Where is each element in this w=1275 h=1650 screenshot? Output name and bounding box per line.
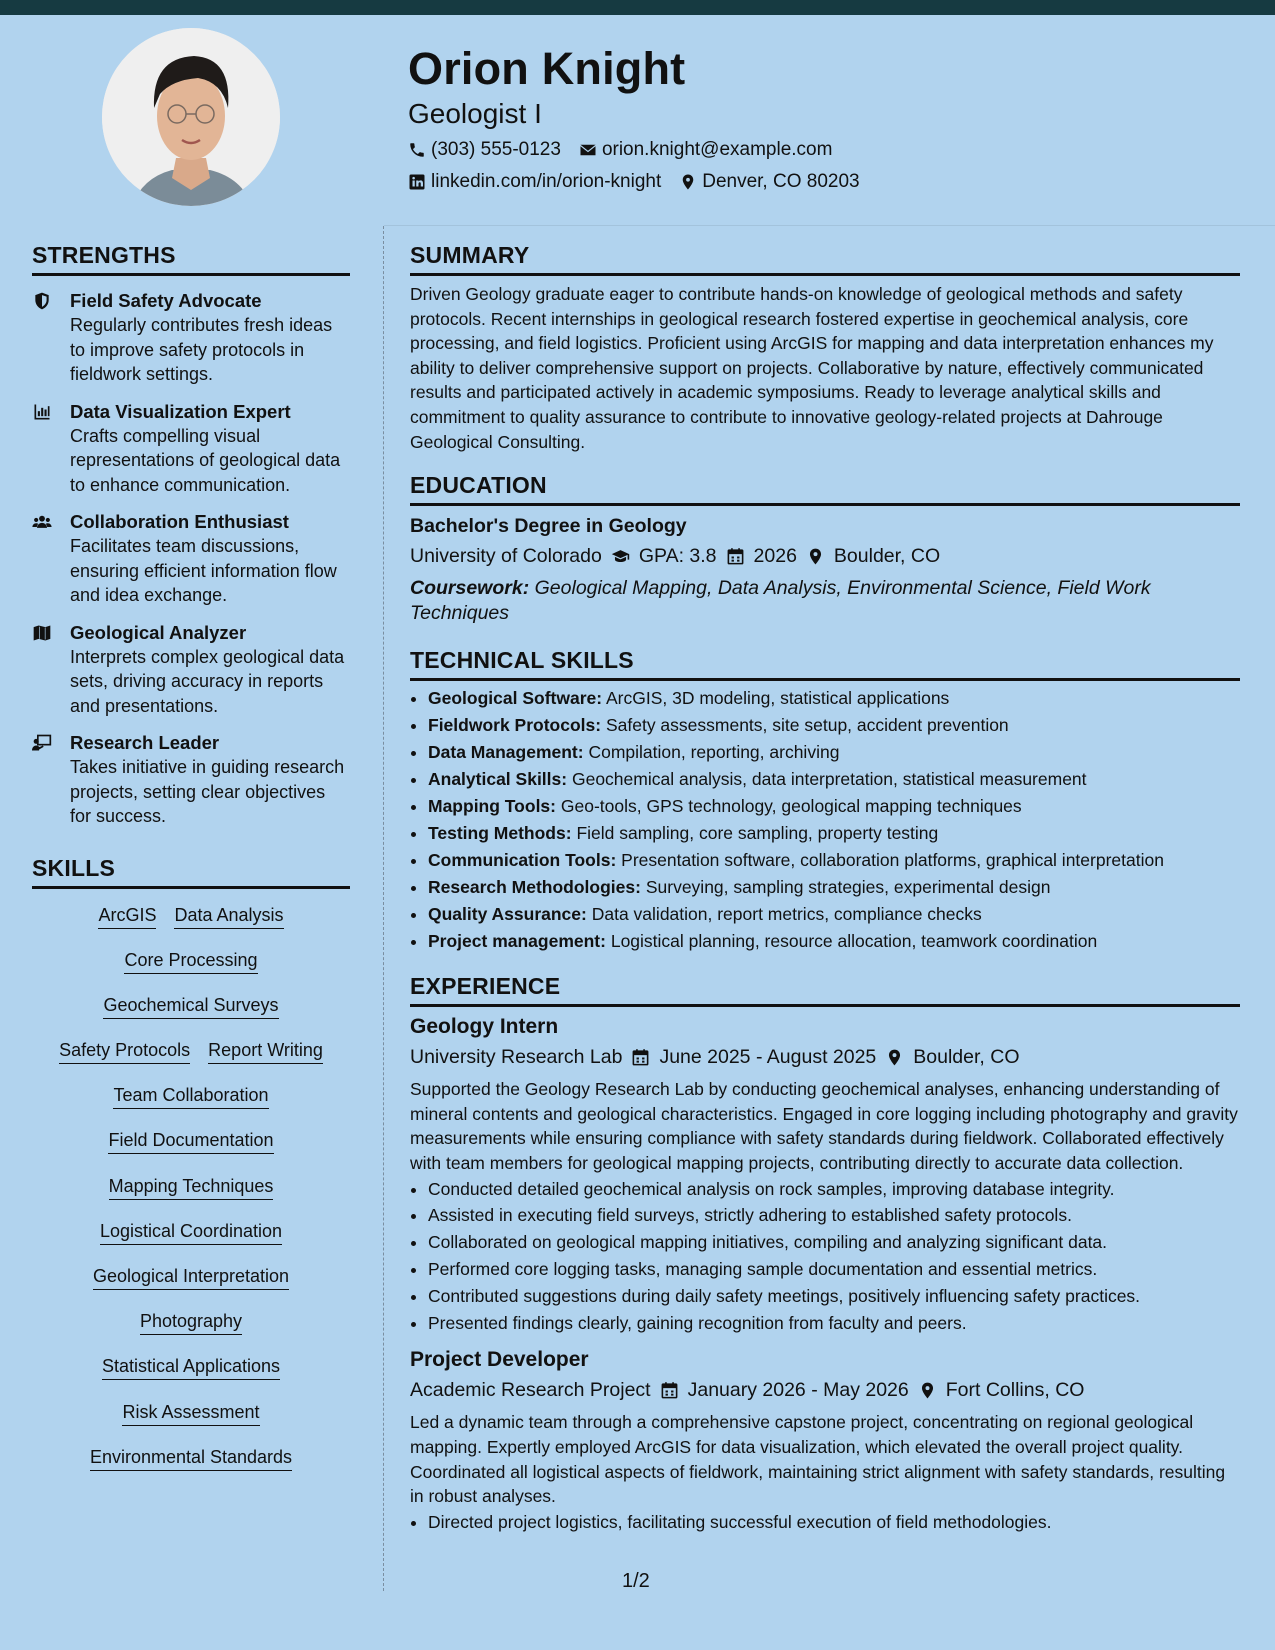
email-contact[interactable] [579, 138, 833, 162]
skill-text: Safety assessments, site setup, accident prevention [605, 715, 1009, 736]
strength-desc: Facilitates team discussions, ensuring efficient information flow and idea exchange. [70, 536, 337, 605]
skill-row [32, 1445, 350, 1490]
list-item [428, 847, 1240, 874]
column-divider [383, 226, 384, 1591]
strength-title: Geological Analyzer [70, 621, 247, 643]
skill-label: Mapping Tools: [428, 796, 556, 817]
phone-text: (303) 555-0123 [431, 139, 561, 160]
strength-title: Research Leader [70, 732, 220, 753]
skill-row [32, 1219, 350, 1264]
skills-heading: SKILLS [32, 851, 350, 889]
calendar-icon [726, 547, 745, 566]
email-text: orion.knight@example.com [601, 139, 833, 160]
skill-chip: Report Writing [208, 1038, 323, 1064]
list-item: • Contributed suggestions during daily safety meetings, positively influencing safety practices. [428, 1283, 1240, 1310]
job-org: Academic Research Project [410, 1379, 651, 1402]
header-divider [384, 225, 1275, 226]
list-item: • Collaborated on geological mapping initiatives, compiling and analyzing significant data. [428, 1229, 1240, 1256]
profile-photo [102, 28, 280, 206]
skill-label: Geological Software: [428, 688, 603, 709]
top-bar [0, 0, 1275, 15]
avatar [102, 28, 280, 206]
education-location: Boulder, CO [833, 545, 941, 568]
list-item [428, 739, 1240, 766]
gpa-text: GPA: 3.8 [638, 545, 717, 568]
skill-label: Communication Tools: [428, 850, 617, 871]
list-item [428, 820, 1240, 847]
job-meta [410, 1043, 1240, 1071]
map-icon [32, 623, 52, 643]
map-pin-icon [806, 547, 825, 566]
job-description: Led a dynamic team through a comprehensive capstone project, concentrating on regional geological mapping. Expertly employed ArcGIS for data visualization, which elevated the overall project quality. Coordinated all logistical aspects of fieldwork, maintaining strict alignment with safety standards, resulting in robust analyses. [410, 1412, 1226, 1507]
candidate-name: Orion Knight [408, 43, 686, 94]
skill-chip: Logistical Coordination [100, 1219, 282, 1245]
skill-chip: Photography [140, 1309, 242, 1335]
skill-text: Geo-tools, GPS technology, geological mapping techniques [560, 796, 1022, 817]
list-item [428, 928, 1240, 955]
list-item [428, 874, 1240, 901]
skill-label: Data Management: [428, 742, 584, 763]
skill-chip: Environmental Standards [90, 1445, 292, 1471]
skill-label: Analytical Skills: [428, 769, 568, 790]
strength-desc: Crafts compelling visual representations of geological data to enhance communication. [70, 425, 341, 495]
strength-desc: Takes initiative in guiding research projects, setting clear objectives for success. [70, 757, 345, 826]
job-meta [410, 1376, 1240, 1404]
coursework-text: Geological Mapping, Data Analysis, Environmental Science, Field Work Techniques [410, 577, 1151, 624]
skill-chip: Mapping Techniques [109, 1174, 274, 1200]
skill-chip: Statistical Applications [102, 1354, 280, 1380]
page-number: 1/2 [622, 1570, 650, 1592]
skill-label: Research Methodologies: [428, 877, 641, 898]
strength-title: Collaboration Enthusiast [70, 511, 289, 532]
list-item [428, 712, 1240, 739]
skill-row [32, 993, 350, 1038]
school-name: University of Colorado [410, 545, 602, 568]
skill-text: Data validation, report metrics, compliance checks [591, 904, 982, 925]
job-bullets [410, 1509, 1240, 1536]
strengths-heading: STRENGTHS [32, 238, 350, 276]
strength-item [32, 399, 350, 498]
skill-row [32, 1400, 350, 1445]
list-item: • Assisted in executing field surveys, strictly adhering to established safety protocols. [428, 1202, 1240, 1229]
job-dates: June 2025 - August 2025 [659, 1046, 877, 1069]
list-item: • Directed project logistics, facilitating successful execution of field methodologies. [428, 1509, 1240, 1536]
skill-label: Project management: [428, 931, 606, 952]
envelope-icon [579, 141, 597, 159]
job-description: Supported the Geology Research Lab by conducting geochemical analyses, enhancing understanding of mineral contents and geological characteristics. Engaged in core logging including photography and gravity measurements while ensuring compliance with safety standards during fieldwork. Collaborated effectively with team members for geological mapping projects, contributing directly to accurate data collection. [410, 1079, 1238, 1173]
technical-skills-heading: TECHNICAL SKILLS [410, 643, 1240, 681]
linkedin-icon [408, 173, 426, 191]
strength-item [32, 509, 350, 608]
coursework [410, 576, 1240, 625]
strength-desc: Regularly contributes fresh ideas to improve safety protocols in fieldwork settings. [70, 315, 333, 384]
skills-list [32, 903, 350, 1490]
skill-text: Presentation software, collaboration platforms, graphical interpretation [621, 850, 1164, 871]
list-item: • Presented findings clearly, gaining recognition from faculty and peers. [428, 1310, 1240, 1337]
strength-item [32, 730, 350, 829]
skill-chip: Data Analysis [174, 903, 283, 929]
skill-row [32, 1128, 350, 1173]
map-pin-icon [918, 1381, 937, 1400]
degree-title: Bachelor's Degree in Geology [410, 515, 687, 538]
map-pin-icon [679, 173, 697, 191]
list-item [428, 685, 1240, 712]
skill-chip: Geochemical Surveys [103, 993, 278, 1019]
job-title: Geologist I [408, 98, 542, 129]
job-bullets [410, 1176, 1240, 1337]
job-entry [410, 1346, 1240, 1535]
job-location: Fort Collins, CO [945, 1379, 1085, 1402]
linkedin-text: linkedin.com/in/orion-knight [431, 171, 662, 192]
skill-row [32, 903, 350, 948]
skill-row [32, 1264, 350, 1309]
bar-chart-icon [32, 402, 52, 422]
skill-text: ArcGIS, 3D modeling, statistical applications [605, 688, 950, 709]
list-item [428, 901, 1240, 928]
job-dates: January 2026 - May 2026 [687, 1379, 909, 1402]
education-meta [410, 542, 1240, 570]
skill-label: Testing Methods: [428, 823, 572, 844]
skill-row [32, 948, 350, 993]
presenter-icon [32, 733, 52, 753]
skill-text: Compilation, reporting, archiving [588, 742, 840, 763]
job-org: University Research Lab [410, 1046, 623, 1069]
skill-chip: Geological Interpretation [93, 1264, 289, 1290]
skill-chip: Safety Protocols [59, 1038, 190, 1064]
resume-header [408, 40, 1228, 194]
skill-chip: Risk Assessment [122, 1400, 259, 1426]
skill-row [32, 1038, 350, 1083]
experience-heading: EXPERIENCE [410, 969, 1240, 1007]
left-column [32, 238, 350, 1490]
graduation-cap-icon [611, 547, 630, 566]
strength-title: Data Visualization Expert [70, 400, 291, 422]
skill-text: Field sampling, core sampling, property testing [576, 823, 939, 844]
contact-row-1 [408, 138, 1228, 162]
job-role: Geology Intern [410, 1015, 559, 1039]
skill-label: Fieldwork Protocols: [428, 715, 602, 736]
skill-chip: Team Collaboration [113, 1083, 268, 1109]
skill-chip: Core Processing [124, 948, 257, 974]
education-heading: EDUCATION [410, 468, 1240, 506]
list-item [428, 793, 1240, 820]
calendar-icon [631, 1048, 650, 1067]
grad-year: 2026 [753, 545, 797, 568]
coursework-label: Coursework: [410, 577, 530, 600]
strength-title: Field Safety Advocate [70, 290, 262, 311]
location-text: Denver, CO 80203 [702, 171, 860, 192]
list-item [428, 766, 1240, 793]
skill-row [32, 1309, 350, 1354]
skill-chip: ArcGIS [98, 903, 156, 929]
users-icon [32, 512, 52, 532]
strength-desc: Interprets complex geological data sets, driving accuracy in reports and presentations. [70, 646, 345, 716]
job-role: Project Developer [410, 1348, 589, 1372]
strength-item [32, 288, 350, 387]
skill-row [32, 1174, 350, 1219]
contact-row-2 [408, 170, 1228, 194]
list-item: • Conducted detailed geochemical analysis on rock samples, improving database integrity. [428, 1176, 1240, 1203]
skill-text: Surveying, sampling strategies, experimental design [645, 877, 1051, 898]
skill-row [32, 1354, 350, 1399]
list-item: • Performed core logging tasks, managing sample documentation and essential metrics. [428, 1256, 1240, 1283]
skill-chip: Field Documentation [108, 1128, 273, 1154]
technical-skills-list [410, 685, 1240, 955]
right-column [410, 238, 1240, 1535]
calendar-icon [660, 1381, 679, 1400]
job-location: Boulder, CO [913, 1046, 1020, 1069]
skill-row [32, 1083, 350, 1128]
phone-icon [408, 141, 426, 159]
skill-text: Logistical planning, resource allocation, teamwork coordination [610, 931, 1098, 952]
summary-text: Driven Geology graduate eager to contribute hands-on knowledge of geological methods and safety protocols. Recent internships in geological research fostered expertise in geochemical analysis, core processing, and field logistics. Proficient using ArcGIS for mapping and data interpretation enhances my ability to deliver comprehensive support on projects. Collaborative by nature, effectively communicated results and participated actively in academic symposiums. Ready to leverage analytical skills and commitment to quality assurance to contribute to innovative geology-related projects at Dahrouge Geological Consulting. [410, 284, 1214, 452]
location-contact [679, 170, 859, 194]
strength-item [32, 620, 350, 719]
linkedin-contact[interactable] [408, 170, 661, 194]
map-pin-icon [885, 1048, 904, 1067]
skill-text: Geochemical analysis, data interpretation, statistical measurement [571, 769, 1087, 790]
phone-contact[interactable] [408, 138, 561, 162]
job-entry [410, 1013, 1240, 1336]
shield-icon [32, 291, 52, 311]
skill-label: Quality Assurance: [428, 904, 587, 925]
summary-heading: SUMMARY [410, 238, 1240, 276]
